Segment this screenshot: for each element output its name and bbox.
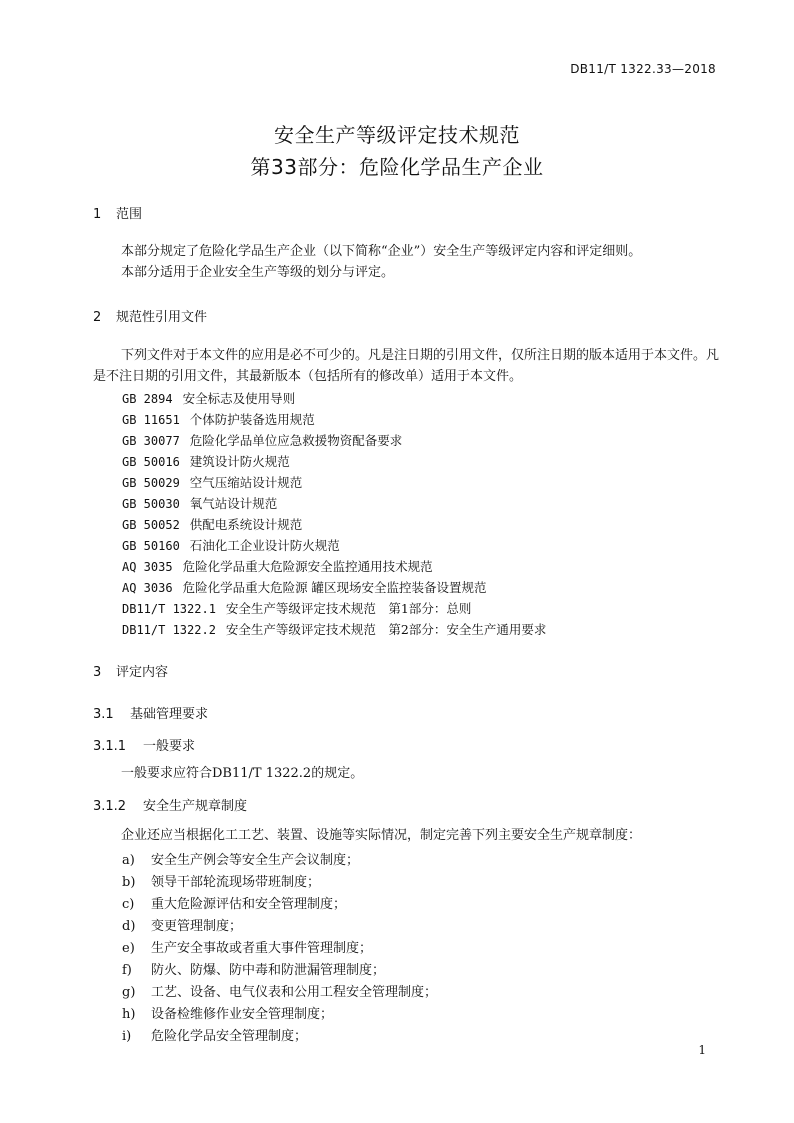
reference-item — [122, 578, 487, 596]
reference-title: 个体防护装备选用规范 — [189, 412, 315, 427]
document-subtitle: 第33部分：危险化学品生产企业 — [250, 155, 544, 179]
list-marker: h) — [122, 1007, 136, 1022]
reference-title: 石油化工企业设计防火规范 — [189, 538, 340, 553]
section-number: 1 — [93, 207, 102, 222]
list-text: 安全生产例会等安全生产会议制度； — [151, 853, 360, 868]
reference-item — [122, 452, 290, 470]
standard-code: DB11/T 1322.33—2018 — [570, 62, 716, 76]
subsection-title: 安全生产规章制度 — [143, 799, 248, 814]
reference-code: GB 11651 — [122, 413, 180, 427]
paragraph: 企业还应当根据化工工艺、装置、设施等实际情况，制定完善下列主要安全生产规章制度： — [121, 828, 642, 843]
list-item — [122, 937, 372, 956]
reference-title: 安全生产等级评定技术规范 第1部分：总则 — [225, 601, 472, 616]
section-3-heading — [93, 661, 168, 680]
paragraph: 本部分规定了危险化学品生产企业（以下简称“企业”）安全生产等级评定内容和评定细则。 — [121, 244, 642, 259]
reference-code: GB 50030 — [122, 497, 180, 511]
reference-title: 建筑设计防火规范 — [189, 454, 290, 469]
paragraph: 一般要求应符合DB11/T 1322.2的规定。 — [121, 766, 364, 781]
section-title: 评定内容 — [116, 665, 169, 680]
reference-title: 危险化学品重大危险源安全监控通用技术规范 — [182, 559, 433, 574]
section-2-heading — [93, 306, 207, 325]
section-1-heading — [93, 203, 142, 222]
reference-title: 安全标志及使用导则 — [182, 391, 296, 406]
list-marker: a) — [122, 853, 135, 868]
list-marker: f) — [122, 963, 132, 978]
list-text: 重大危险源评估和安全管理制度； — [151, 897, 347, 912]
list-marker: c) — [122, 897, 135, 912]
list-item — [122, 849, 359, 868]
reference-code: GB 30077 — [122, 434, 180, 448]
section-title: 规范性引用文件 — [116, 310, 208, 325]
subsection-3-1-1-heading — [93, 735, 195, 754]
reference-item — [122, 389, 295, 407]
subsection-title: 一般要求 — [143, 739, 196, 754]
reference-title: 危险化学品单位应急救援物资配备要求 — [189, 433, 403, 448]
reference-item — [122, 620, 546, 638]
list-item — [122, 871, 320, 890]
subsection-3-1-2-heading — [93, 795, 247, 814]
list-text: 设备检维修作业安全管理制度； — [151, 1007, 334, 1022]
reference-code: GB 50052 — [122, 518, 180, 532]
reference-title: 安全生产等级评定技术规范 第2部分：安全生产通用要求 — [225, 622, 547, 637]
list-marker: d) — [122, 919, 136, 934]
paragraph: 本部分适用于企业安全生产等级的划分与评定。 — [121, 265, 395, 280]
reference-item — [122, 599, 471, 617]
section-number: 2 — [93, 310, 102, 325]
list-text: 工艺、设备、电气仪表和公用工程安全管理制度； — [151, 985, 438, 1000]
subsection-number: 3.1.2 — [93, 799, 127, 814]
list-marker: b) — [122, 875, 136, 890]
list-item — [122, 915, 242, 934]
reference-code: GB 50016 — [122, 455, 180, 469]
subsection-number: 3.1.1 — [93, 739, 127, 754]
list-text: 生产安全事故或者重大事件管理制度； — [151, 941, 373, 956]
subsection-3-1-heading — [93, 703, 208, 722]
reference-item — [122, 431, 402, 449]
reference-code: GB 50029 — [122, 476, 180, 490]
list-marker: i) — [122, 1029, 132, 1044]
list-item — [122, 981, 437, 1000]
reference-title: 氧气站设计规范 — [189, 496, 278, 511]
list-item — [122, 1025, 307, 1044]
reference-title: 空气压缩站设计规范 — [189, 475, 303, 490]
list-item — [122, 1003, 333, 1022]
reference-title: 危险化学品重大危险源 罐区现场安全监控装备设置规范 — [182, 580, 487, 595]
reference-item — [122, 557, 433, 575]
list-marker: e) — [122, 941, 135, 956]
list-text: 变更管理制度； — [151, 919, 243, 934]
subsection-title: 基础管理要求 — [130, 707, 209, 722]
section-title: 范围 — [116, 207, 143, 222]
reference-code: DB11/T 1322.2 — [122, 623, 216, 637]
paragraph: 下列文件对于本文件的应用是必不可少的。凡是注日期的引用文件，仅所注日期的版本适用于本文件。凡是不注日期的引用文件，其最新版本（包括所有的修改单）适用于本文件。 — [93, 348, 720, 384]
reference-item — [122, 494, 277, 512]
subsection-number: 3.1 — [93, 707, 114, 722]
reference-item — [122, 410, 315, 428]
reference-code: AQ 3036 — [122, 581, 173, 595]
list-marker: g) — [122, 985, 136, 1000]
reference-item — [122, 515, 302, 533]
list-text: 领导干部轮流现场带班制度； — [151, 875, 321, 890]
list-item — [122, 893, 346, 912]
list-text: 危险化学品安全管理制度； — [151, 1029, 308, 1044]
reference-code: DB11/T 1322.1 — [122, 602, 216, 616]
reference-item — [122, 473, 302, 491]
page-number: 1 — [698, 1043, 706, 1057]
list-text: 防火、防爆、防中毒和防泄漏管理制度； — [151, 963, 386, 978]
reference-code: GB 2894 — [122, 392, 173, 406]
reference-code: GB 50160 — [122, 539, 180, 553]
section-number: 3 — [93, 665, 102, 680]
list-item — [122, 959, 385, 978]
reference-item — [122, 536, 340, 554]
reference-title: 供配电系统设计规范 — [189, 517, 303, 532]
document-title: 安全生产等级评定技术规范 — [274, 123, 520, 147]
reference-code: AQ 3035 — [122, 560, 173, 574]
